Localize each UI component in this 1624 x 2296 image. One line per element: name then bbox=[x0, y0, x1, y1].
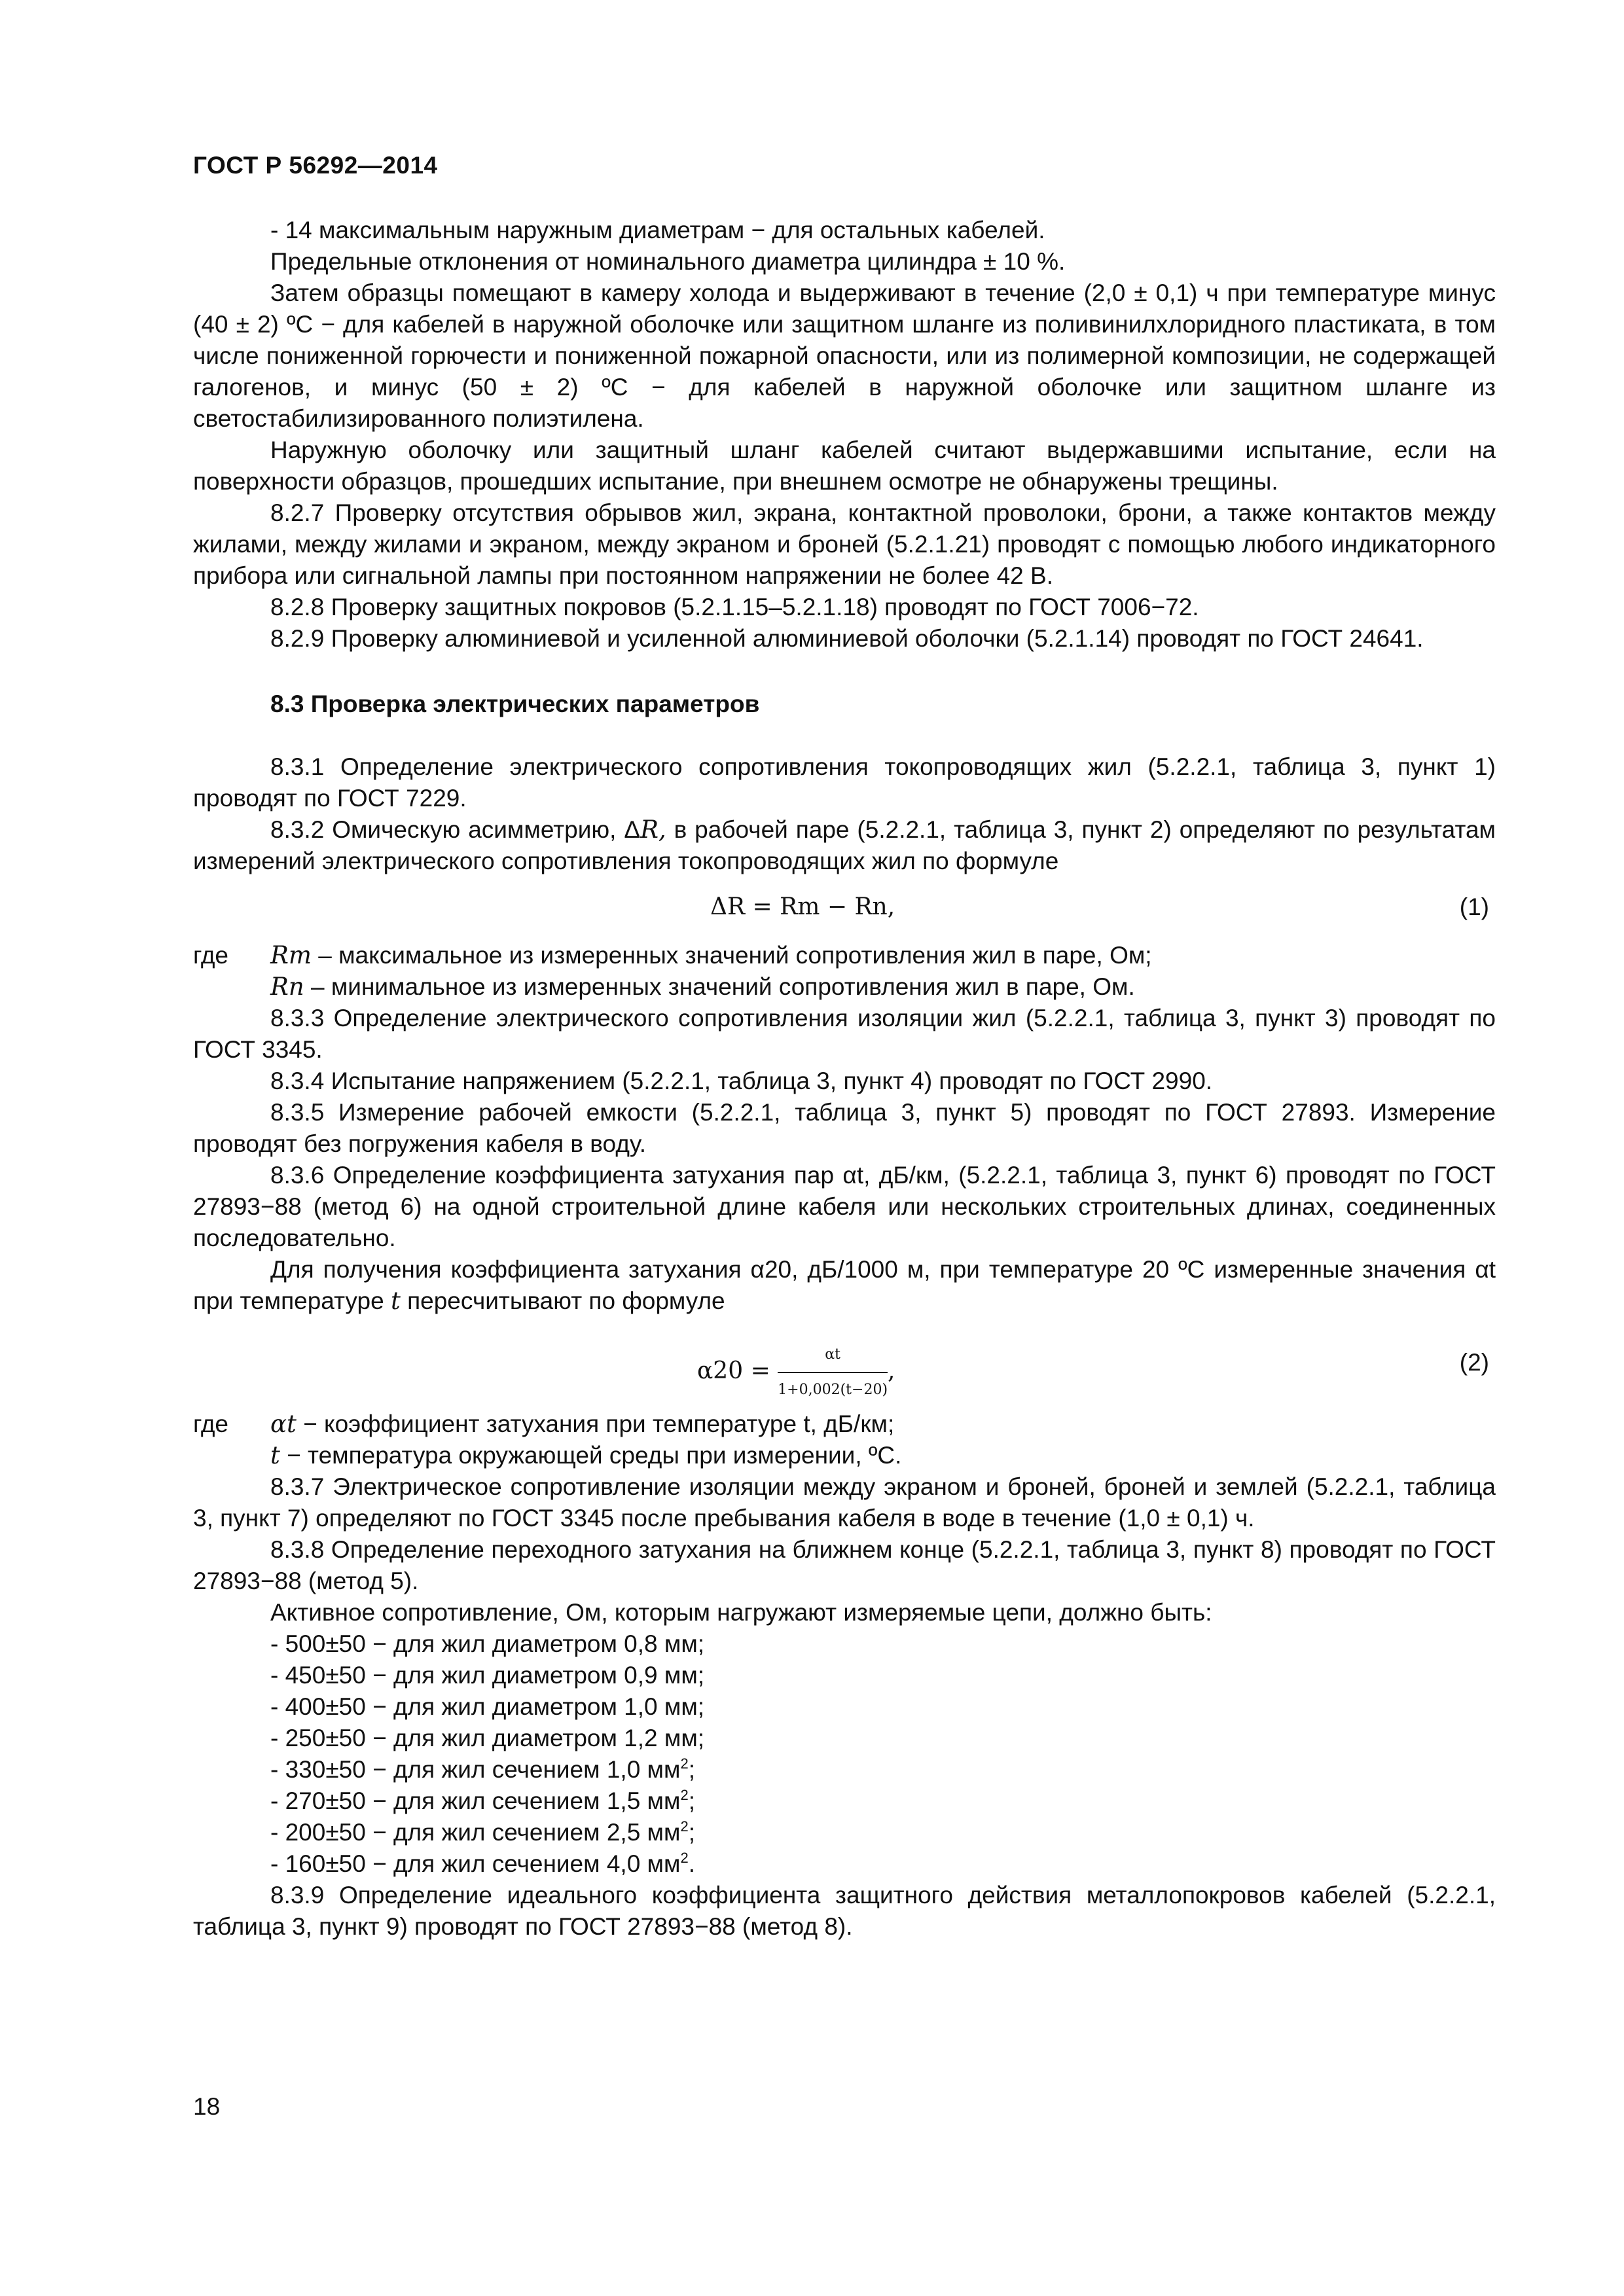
formula-1-number: (1) bbox=[1459, 893, 1489, 920]
list-item: - 500±50 − для жил диаметром 0,8 мм; bbox=[270, 1630, 705, 1657]
formula-1-expression: ΔR = Rm − Rn, bbox=[710, 893, 895, 920]
paragraph: 8.3.4 Испытание напряжением (5.2.2.1, таблица 3, пункт 4) проводят по ГОСТ 2990. bbox=[270, 1067, 1213, 1094]
paragraph: 8.3.9 Определение идеального коэффициента защитного действия металлопокровов кабелей (5.2.2.1, таблица 3, пункт 9) проводят по ГОСТ 27893−88 (метод 8). bbox=[193, 1882, 1496, 1940]
list-item: - 270±50 − для жил сечением 1,5 $мм^2$; bbox=[270, 1787, 695, 1814]
paragraph: 8.3.7 Электрическое сопротивление изоляции между экраном и броней, броней и землей (5.2.2.1, таблица 3, пункт 7) определяют по ГОСТ 3345 после пребывания кабеля в воде в течение (1,0 ± 0,1) ч. bbox=[193, 1473, 1496, 1532]
doc-header: ГОСТ Р 56292—2014 bbox=[193, 152, 438, 179]
list-item: - 250±50 − для жил диаметром 1,2 мм; bbox=[270, 1725, 705, 1751]
paragraph: 8.3.3 Определение электрического сопротивления изоляции жил (5.2.2.1, таблица 3, пункт 3) проводят по ГОСТ 3345. bbox=[193, 1005, 1496, 1063]
paragraph: 8.2.7 Проверку отсутствия обрывов жил, экрана, контактной проволоки, брони, а также контактов между жилами, между жилами и экраном, между экраном и броней (5.2.1.21) проводят с помощью любого индикаторного прибора или сигнальной лампы при постоянном напряжении не более 42 В. bbox=[193, 499, 1496, 589]
paragraph: 8.3.6 Определение коэффициента затухания пар αt, дБ/км, (5.2.2.1, таблица 3, пункт 6) проводят по ГОСТ 27893−88 (метод 6) на одной строительной длине кабеля или нескольких строительных длинах, соединенных последовательно. bbox=[193, 1162, 1496, 1251]
formula-2 bbox=[193, 1331, 1496, 1398]
paragraph: 8.3.5 Измерение рабочей емкости (5.2.2.1, таблица 3, пункт 5) проводят по ГОСТ 27893. Измерение проводят без погружения кабеля в воду. bbox=[193, 1099, 1496, 1157]
where-label: где bbox=[193, 942, 229, 969]
where-block-2: где αt − коэффициент затухания при температуре t, дБ/км; bbox=[193, 1408, 1496, 1440]
paragraph: 8.3.2 Омическую асимметрию, ΔR, в рабочей паре (5.2.2.1, таблица 3, пункт 2) определяют по результатам измерений электрического сопротивления токопроводящих жил по формуле bbox=[193, 816, 1496, 874]
paragraph: 8.2.8 Проверку защитных покровов (5.2.1.15–5.2.1.18) проводят по ГОСТ 7006−72. bbox=[270, 594, 1199, 620]
where-label: где bbox=[193, 1410, 229, 1437]
fraction: $\frac{\alpha t}{1+0,002(t-20)}$ bbox=[778, 1339, 888, 1406]
paragraph: Активное сопротивление, Ом, которым нагружают измеряемые цепи, должно быть: bbox=[270, 1599, 1212, 1626]
list-item: - 200±50 − для жил сечением 2,5 $мм^2$; bbox=[270, 1818, 695, 1846]
document-body bbox=[193, 215, 1496, 1943]
paragraph: 8.3.1 Определение электрического сопротивления токопроводящих жил (5.2.2.1, таблица 3, пункт 1) проводят по ГОСТ 7229. bbox=[193, 753, 1496, 812]
paragraph: 8.3.8 Определение переходного затухания на ближнем конце (5.2.2.1, таблица 3, пункт 8) проводят по ГОСТ 27893−88 (метод 5). bbox=[193, 1536, 1496, 1594]
paragraph: Затем образцы помещают в камеру холода и выдерживают в течение (2,0 ± 0,1) ч при температуре минус (40 ± 2) ºС − для кабелей в наружной оболочке или защитном шланге из поливинилхлоридного пластиката, в том числе пониженной горючести и пониженной пожарной опасности, или из полимерной композиции, не содержащей галогенов, и минус (50 ± 2) ºС − для кабелей в наружной оболочке или защитном шланге из светостабилизированного полиэтилена. bbox=[193, 279, 1496, 432]
where-block-1: где Rm – максимальное из измеренных значений сопротивления жил в паре, Ом; bbox=[193, 940, 1496, 971]
list-item: - 330±50 − для жил сечением 1,0 $мм^2$; bbox=[270, 1755, 695, 1783]
paragraph: - 14 максимальным наружным диаметрам − для остальных кабелей. bbox=[270, 217, 1045, 243]
list-item: - 450±50 − для жил диаметром 0,9 мм; bbox=[270, 1662, 705, 1689]
paragraph: Наружную оболочку или защитный шланг кабелей считают выдержавшими испытание, если на поверхности образцов, прошедших испытание, при внешнем осмотре не обнаружены трещины. bbox=[193, 437, 1496, 495]
where-item: Rn – минимальное из измеренных значений сопротивления жил в паре, Ом. bbox=[270, 973, 1135, 1001]
list-item: - 160±50 − для жил сечением 4,0 $мм^2$. bbox=[270, 1850, 695, 1877]
section-heading: 8.3 Проверка электрических параметров bbox=[270, 691, 760, 717]
formula-2-expression: α20 = $\frac{\alpha t}{1+0,002(t-20)}$ , bbox=[697, 1339, 895, 1406]
resistance-list bbox=[193, 1628, 1496, 1880]
page-number: 18 bbox=[193, 2093, 221, 2120]
formula-2-number: (2) bbox=[1459, 1349, 1489, 1376]
paragraph: Предельные отклонения от номинального диаметра цилиндра ± 10 %. bbox=[270, 248, 1066, 275]
paragraph: Для получения коэффициента затухания α20, дБ/1000 м, при температуре 20 ºС измеренные значения αt при температуре t пересчитывают по формуле bbox=[193, 1256, 1496, 1315]
formula-1 bbox=[193, 891, 1496, 925]
where-item: t − температура окружающей среды при измерении, ºС. bbox=[270, 1441, 902, 1469]
list-item: - 400±50 − для жил диаметром 1,0 мм; bbox=[270, 1693, 705, 1720]
paragraph: 8.2.9 Проверку алюминиевой и усиленной алюминиевой оболочки (5.2.1.14) проводят по ГОСТ 24641. bbox=[270, 625, 1424, 652]
